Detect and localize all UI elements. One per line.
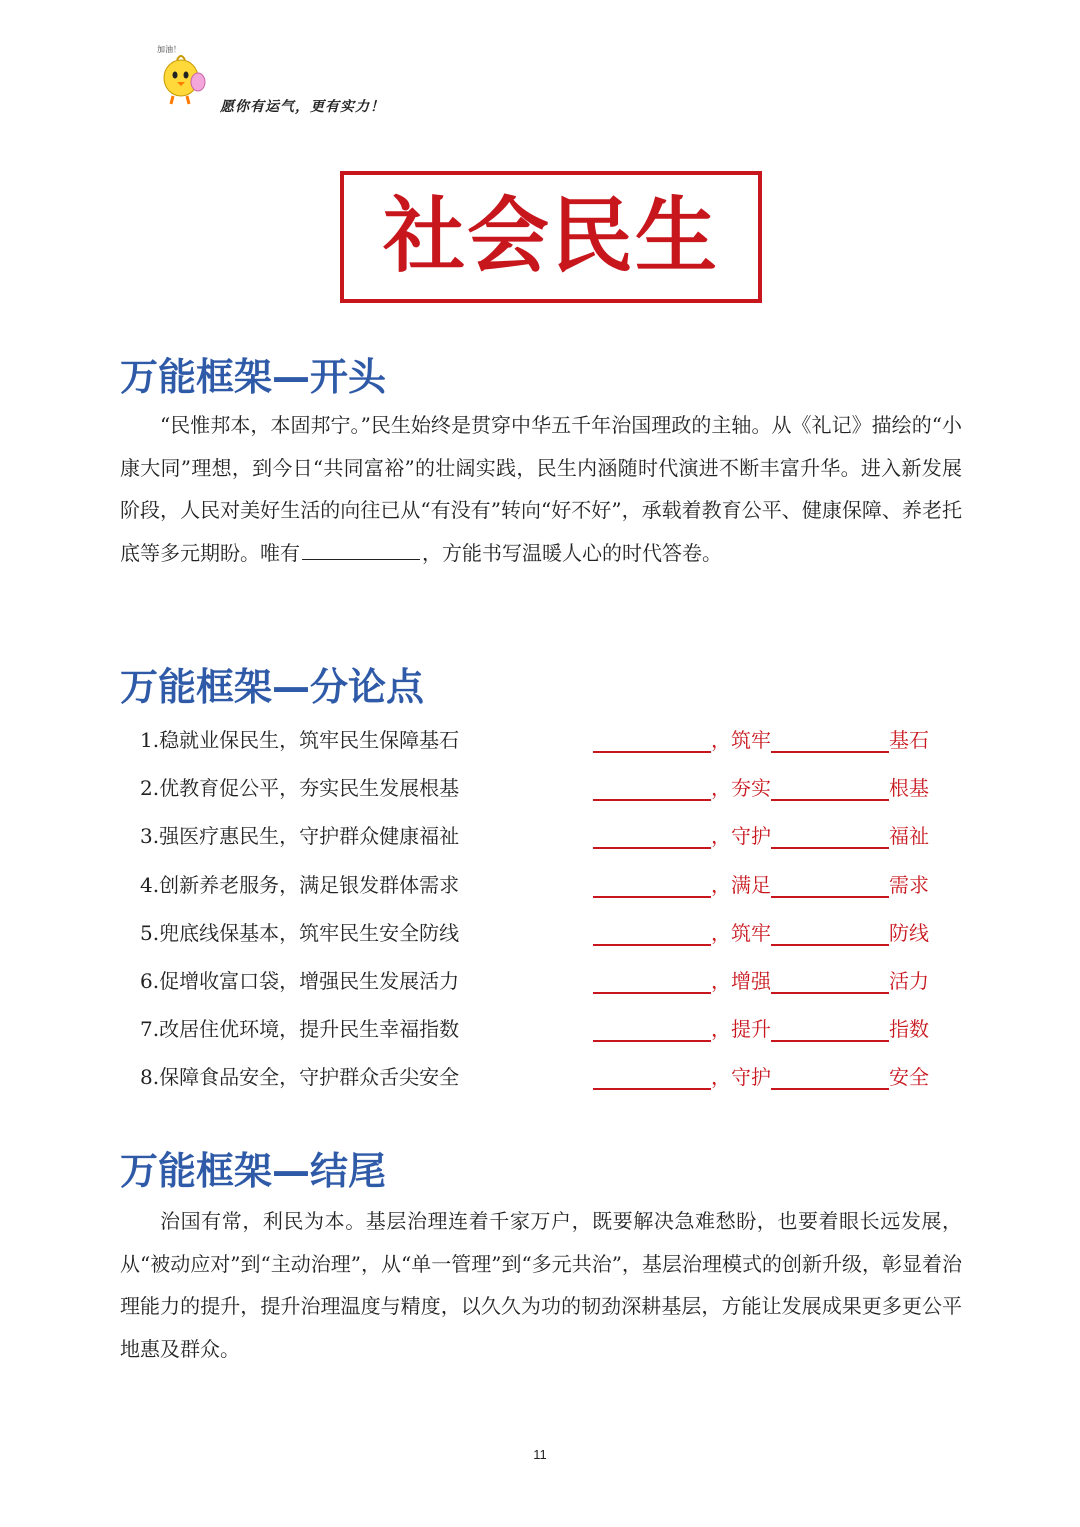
points-heading: 万能框架—分论点 <box>120 665 425 709</box>
template-verb: ，筑牢 <box>711 920 771 945</box>
template-verb: ，守护 <box>711 824 771 849</box>
blank-line <box>771 821 889 849</box>
point-item <box>140 814 960 862</box>
opening-paragraph <box>120 404 962 574</box>
template-verb: ，提升 <box>711 1017 771 1042</box>
blank-line <box>771 966 889 994</box>
template-noun: 防线 <box>889 920 929 945</box>
point-template <box>593 724 929 753</box>
blank-line <box>593 966 711 994</box>
template-noun: 安全 <box>889 1065 929 1090</box>
points-list <box>140 718 960 1104</box>
point-text: 5.兜底线保基本，筑牢民生安全防线 <box>140 920 460 945</box>
page-header <box>155 42 455 122</box>
point-text: 3.强医疗惠民生，守护群众健康福祉 <box>140 824 460 849</box>
point-item <box>140 718 960 766</box>
blank-line <box>593 725 711 753</box>
point-text: 8.保障食品安全，守护群众舌尖安全 <box>140 1065 460 1090</box>
template-verb: ，增强 <box>711 968 771 993</box>
mascot-badge-text: 加油！ <box>157 45 181 54</box>
blank-line <box>771 773 889 801</box>
blank-line <box>593 773 711 801</box>
blank-line <box>593 1014 711 1042</box>
template-noun: 指数 <box>889 1017 929 1042</box>
blank-line <box>771 725 889 753</box>
fill-in-blank <box>302 537 420 560</box>
point-text: 6.促增收富口袋，增强民生发展活力 <box>140 968 460 993</box>
opening-text-before: “民惟邦本，本固邦宁。”民生始终是贯穿中华五千年治国理政的主轴。从《礼记》描绘的“小康大同”理想，到今日“共同富裕”的壮阔实践，民生内涵随时代演进不断丰富升华。进入新发展阶段，人民对美好生活的向往已从“有没有”转向“好不好”，承载着教育公平、健康保障、养老托底等多元期盼。唯有 <box>120 413 962 565</box>
template-verb: ，夯实 <box>711 776 771 801</box>
closing-paragraph: 治国有常，利民为本。基层治理连着千家万户，既要解决急难愁盼，也要着眼长远发展，从“被动应对”到“主动治理”，从“单一管理”到“多元共治”，基层治理模式的创新升级，彰显着治理能力的提升，提升治理温度与精度，以久久为功的韧劲深耕基层，方能让发展成果更多更公平地惠及群众。 <box>120 1209 962 1361</box>
blank-line <box>593 821 711 849</box>
blank-line <box>593 918 711 946</box>
template-verb: ，筑牢 <box>711 728 771 752</box>
point-item <box>140 1055 960 1103</box>
opening-heading: 万能框架—开头 <box>120 355 387 399</box>
chick-mascot-icon <box>155 42 213 110</box>
point-template <box>593 772 929 801</box>
template-noun: 基石 <box>889 728 929 752</box>
page-title: 社会民生 <box>382 189 719 284</box>
point-text: 7.改居住优环境，提升民生幸福指数 <box>140 1017 460 1042</box>
point-text: 2.优教育促公平，夯实民生发展根基 <box>140 776 460 801</box>
blank-line <box>771 870 889 898</box>
template-noun: 福祉 <box>889 824 929 849</box>
point-item <box>140 911 960 959</box>
blank-line <box>771 1014 889 1042</box>
point-text: 4.创新养老服务，满足银发群体需求 <box>140 872 460 897</box>
point-template <box>593 820 929 849</box>
point-item <box>140 959 960 1007</box>
motto-text: 愿你有运气，更有实力！ <box>220 99 385 115</box>
template-noun: 活力 <box>889 968 929 993</box>
point-item <box>140 1007 960 1055</box>
point-text: 1.稳就业保民生，筑牢民生保障基石 <box>140 728 460 752</box>
page-number: 11 <box>533 1447 547 1462</box>
title-frame <box>340 171 762 303</box>
point-template <box>593 869 929 898</box>
point-template <box>593 917 929 946</box>
point-template <box>593 965 929 994</box>
point-item <box>140 863 960 911</box>
template-verb: ，满足 <box>711 872 771 897</box>
point-item <box>140 766 960 814</box>
template-verb: ，守护 <box>711 1065 771 1090</box>
opening-text-after: ，方能书写温暖人心的时代答卷。 <box>422 540 722 565</box>
closing-heading: 万能框架—结尾 <box>120 1149 387 1193</box>
template-noun: 需求 <box>889 872 929 897</box>
point-template <box>593 1061 929 1090</box>
blank-line <box>593 1062 711 1090</box>
blank-line <box>771 1062 889 1090</box>
blank-line <box>593 870 711 898</box>
point-template <box>593 1013 929 1042</box>
template-noun: 根基 <box>889 776 929 801</box>
blank-line <box>771 918 889 946</box>
